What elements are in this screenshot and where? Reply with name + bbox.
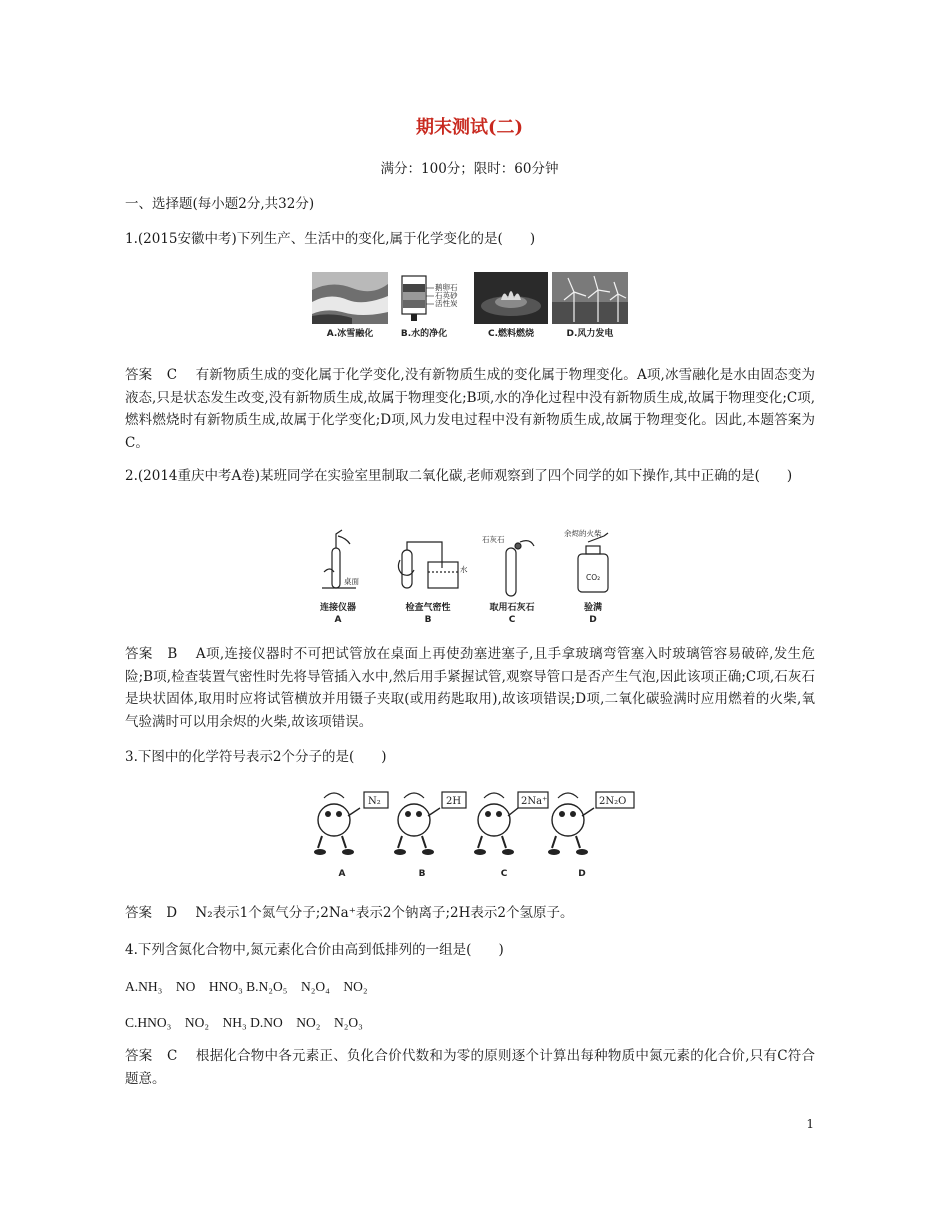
caption-b: 检查气密性 xyxy=(405,603,451,613)
filter-label-sand: 石英砂 xyxy=(435,291,458,300)
caption-c: C.燃料燃烧 xyxy=(487,329,535,339)
caption-a: A.冰雪融化 xyxy=(326,329,374,339)
answer-key: B xyxy=(167,646,178,662)
letter-d: D xyxy=(578,869,586,879)
question-2-stem: 2.(2014重庆中考A卷)某班同学在实验室里制取二氧化碳,老师观察到了四个同学的如下操作,其中正确的是( ) xyxy=(125,468,793,484)
water-filter-diagram xyxy=(402,276,434,321)
caption-c: 取用石灰石 xyxy=(489,603,535,613)
label-water: 水 xyxy=(460,565,468,574)
answer-label: 答案 xyxy=(125,905,152,921)
caption-b: B.水的净化 xyxy=(400,329,448,339)
section-heading: 一、选择题(每小题2分,共32分) xyxy=(125,196,315,212)
letter-b: B xyxy=(424,615,432,625)
score-time-info: 满分：100分；限时：60分钟 xyxy=(380,161,559,177)
question-3-figure xyxy=(312,788,642,880)
question-4-options-ab: A.NH₃ NO HNO₃ B.N₂O₅ N₂O₄ NO₂ xyxy=(125,979,368,994)
answer-label: 答案 xyxy=(125,646,153,662)
page-number: 1 xyxy=(806,1117,814,1131)
question-2-figure xyxy=(316,528,628,628)
question-4-options-cd: C.HNO₃ NO₂ NH₃ D.NO NO₂ N₂O₃ xyxy=(125,1015,363,1030)
bubble-b: 2H xyxy=(446,796,462,807)
bubble-a: N₂ xyxy=(368,796,381,807)
label-match: 余烬的火柴 xyxy=(564,529,602,538)
gas-stove-photo xyxy=(474,272,548,324)
answer-explanation: N₂表示1个氮气分子;2Na⁺表示2个钠离子;2H表示2个氢原子。 xyxy=(195,905,574,921)
question-3-answer xyxy=(125,902,815,925)
letter-a: A xyxy=(338,869,346,879)
answer-explanation: 根据化合物中各元素正、负化合价代数和为零的原则逐个计算出每种物质中氮元素的化合价,只有C符合题意。 xyxy=(125,1048,815,1087)
snow-melting-photo xyxy=(312,272,388,324)
question-4-stem: 4.下列含氮化合物中,氮元素化合价由高到低排列的一组是( ) xyxy=(125,942,504,958)
answer-key: C xyxy=(166,367,178,383)
answer-label: 答案 xyxy=(125,367,153,383)
label-co2: CO₂ xyxy=(586,573,601,582)
answer-key: C xyxy=(167,1048,178,1064)
filter-label-carbon: 活性炭 xyxy=(435,299,458,308)
answer-label: 答案 xyxy=(125,1048,153,1064)
question-1-figure xyxy=(312,272,630,342)
letter-b: B xyxy=(418,869,426,879)
bubble-c: 2Na⁺ xyxy=(521,796,548,807)
bubble-d: 2N₂O xyxy=(599,796,627,807)
filter-label-pebble: 鹅卵石 xyxy=(435,283,458,292)
letter-c: C xyxy=(500,869,508,879)
letter-d: D xyxy=(589,615,597,625)
wind-turbines-photo xyxy=(552,272,628,324)
answer-explanation: 有新物质生成的变化属于化学变化,没有新物质生成的变化属于物理变化。A项,冰雪融化是水由固态变为液态,只是状态发生改变,没有新物质生成,故属于物理变化;B项,水的净化过程中没有新物质生成,故属于物理变化;C项,燃料燃烧时有新物质生成,故属于化学变化;D项,风力发电过程中没有新物质生成,故属于物理变化。因此,本题答案为C。 xyxy=(125,367,815,451)
caption-a: 连接仪器 xyxy=(319,603,357,613)
question-1-answer xyxy=(125,364,815,454)
answer-explanation: A项,连接仪器时不可把试管放在桌面上再使劲塞进塞子,且手拿玻璃弯管塞入时玻璃管容易破碎,发生危险;B项,检查装置气密性时先将导管插入水中,然后用手紧握试管,观察导管口是否产生气泡,因此该项正确;C项,石灰石是块状固体,取用时应将试管横放并用镊子夹取(或用药匙取用),故该项错误;D项,二氧化碳验满时应用燃着的火柴,氧气验满时可以用余烬的火柴,故该项错误。 xyxy=(125,646,815,730)
label-desk: 桌面 xyxy=(344,577,359,586)
question-4-answer xyxy=(125,1045,815,1090)
answer-key: D xyxy=(166,905,178,921)
question-3-stem: 3.下图中的化学符号表示2个分子的是( ) xyxy=(125,749,387,765)
page-title: 期末测试(二) xyxy=(415,117,524,138)
caption-d: 验满 xyxy=(583,603,603,613)
caption-d: D.风力发电 xyxy=(566,329,614,339)
letter-a: A xyxy=(334,615,342,625)
question-2-answer xyxy=(125,643,815,733)
letter-c: C xyxy=(508,615,516,625)
label-limestone: 石灰石 xyxy=(482,535,505,544)
question-1-stem: 1.(2015安徽中考)下列生产、生活中的变化,属于化学变化的是( ) xyxy=(125,231,536,247)
